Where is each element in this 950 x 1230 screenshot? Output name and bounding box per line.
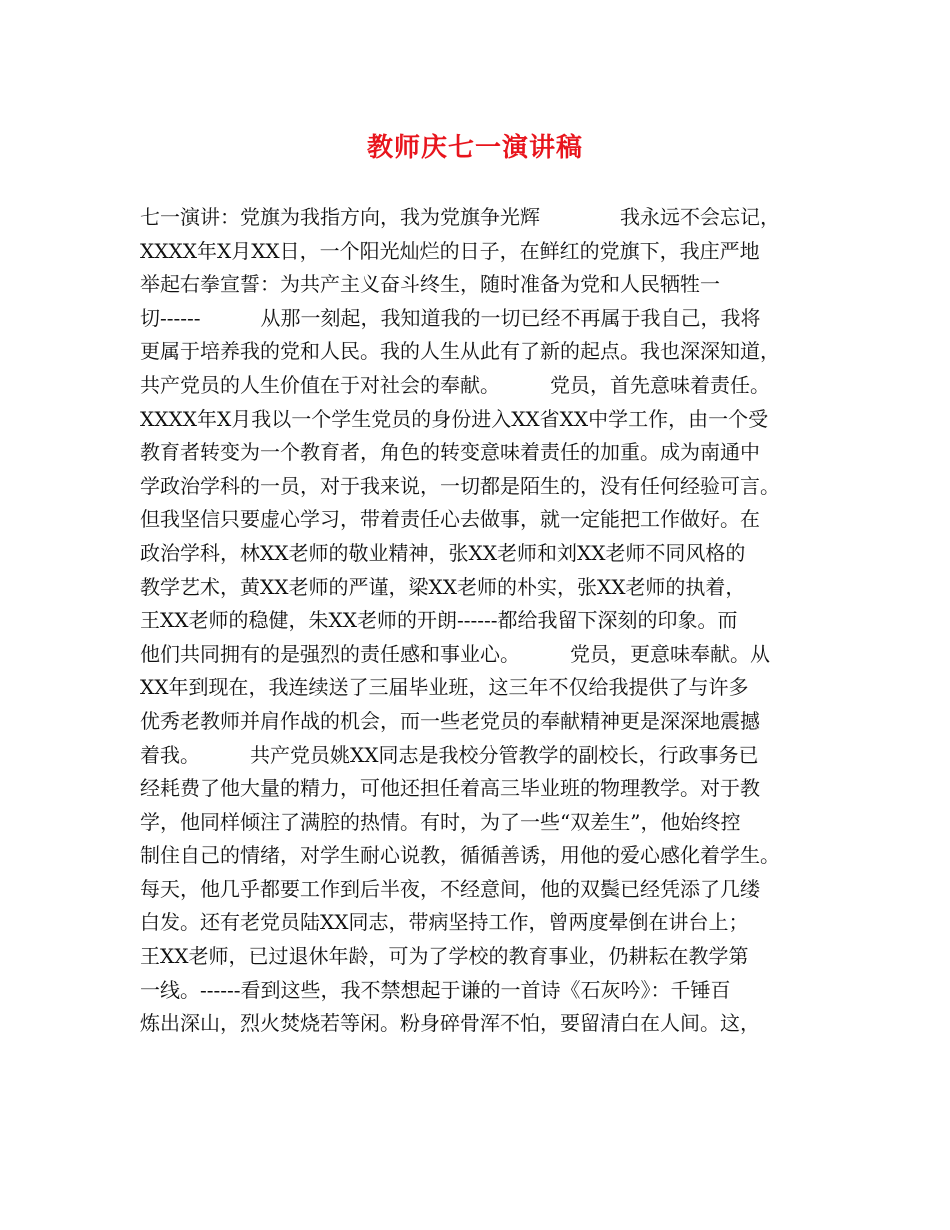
body-line: XX年到现在，我连续送了三届毕业班，这三年不仅给我提供了与许多 (140, 675, 749, 700)
body-line: 制住自己的情绪，对学生耐心说教，循循善诱，用他的爱心感化着学生。 (140, 843, 780, 868)
body-line: 炼出深山，烈火焚烧若等闲。粉身碎骨浑不怕，要留清白在人间。这， (140, 1011, 760, 1036)
body-line: 经耗费了他大量的精力，可他还担任着高三毕业班的物理教学。对于教 (140, 776, 760, 801)
body-line: 王XX老师的稳健，朱XX老师的开朗------都给我留下深刻的印象。而 (140, 608, 738, 633)
body-line: XXXX年X月XX日，一个阳光灿烂的日子，在鲜红的党旗下，我庄严地 (140, 238, 760, 263)
document-body (140, 201, 840, 1041)
body-line: 举起右拳宣誓：为共产主义奋斗终生，随时准备为党和人民牺牲一 (140, 272, 720, 297)
body-line: 白发。还有老党员陆XX同志，带病坚持工作，曾两度晕倒在讲台上； (140, 910, 749, 935)
body-line: 教学艺术，黄XX老师的严谨，梁XX老师的朴实，张XX老师的执着， (140, 574, 746, 599)
body-line: 共产党员的人生价值在于对社会的奉献。 党员，首先意味着责任。 (140, 372, 770, 397)
body-line: 教育者转变为一个教育者，角色的转变意味着责任的加重。成为南通中 (140, 440, 760, 465)
body-line: 但我坚信只要虚心学习，带着责任心去做事，就一定能把工作做好。在 (140, 507, 760, 532)
body-line: 切------ 从那一刻起，我知道我的一切已经不再属于我自己，我将 (140, 305, 761, 330)
body-line: 他们共同拥有的是强烈的责任感和事业心。 党员，更意味奉献。从 (140, 641, 770, 666)
document-title: 教师庆七一演讲稿 (366, 133, 583, 163)
body-line: 七一演讲：党旗为我指方向，我为党旗争光辉 我永远不会忘记， (140, 205, 780, 229)
body-line: 每天，他几乎都要工作到后半夜，不经意间，他的双鬓已经凭添了几缕 (140, 876, 760, 901)
body-line: 一线。------看到这些，我不禁想起于谦的一首诗《石灰吟》：千锤百 (140, 977, 731, 1002)
body-line: 优秀老教师并肩作战的机会，而一些老党员的奉献精神更是深深地震撼 (140, 708, 760, 733)
body-line: XXXX年X月我以一个学生党员的身份进入XX省XX中学工作，由一个受 (140, 406, 769, 431)
body-line: 政治学科，林XX老师的敬业精神，张XX老师和刘XX老师不同风格的 (140, 540, 746, 565)
body-line: 王XX老师，已过退休年龄，可为了学校的教育事业，仍耕耘在教学第 (140, 944, 749, 969)
body-line: 学政治学科的一员，对于我来说，一切都是陌生的，没有任何经验可言。 (140, 473, 780, 498)
body-line: 更属于培养我的党和人民。我的人生从此有了新的起点。我也深深知道， (140, 339, 780, 364)
body-line: 着我。 共产党员姚XX同志是我校分管教学的副校长，行政事务已 (140, 742, 759, 767)
body-line: 学，他同样倾注了满腔的热情。有时，为了一些“双差生”，他始终控 (140, 809, 741, 834)
